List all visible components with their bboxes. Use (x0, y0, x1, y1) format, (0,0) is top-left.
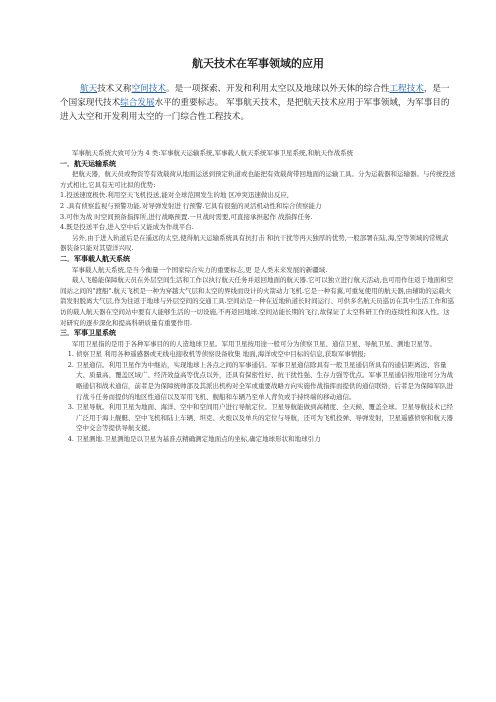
satellite-list (60, 349, 456, 444)
paragraph: 军事载人航天系统,是当今衡量一个国家综合实力的重要标志,更 是人类未来发展的新疆域. (72, 265, 328, 274)
paragraph: 把航天器，航天员或物资等有效载荷从地面运送到预定轨道或也能把有效载荷带回地面的运输工具。分为运载器和运输器。与传统投送方式相比,它具有无可比拟的优势: (60, 170, 456, 189)
section-heading-2: 二．军事载人航天系统 (60, 254, 130, 263)
document-body (60, 148, 456, 445)
link-comprehensive-dev[interactable]: 综合发展 (120, 98, 155, 108)
paragraph: 1.投送速度极快.利用空天飞机投送,能对全球范围发生的地 区冲突迅速做出反应, (60, 191, 289, 200)
section-heading-3: 三．军事卫星系统 (60, 329, 116, 338)
paragraph: 另外,由于进入轨道后是在遥远的太空,使得航天运输系统具有抗打击 和抗干扰等再天独厚的优势,一般部署在陆,海,空等领域的常规武 器装备只能对其望洋兴叹. (60, 233, 449, 253)
paragraph: 2 .具有侦察监视与预警功能.对导弹发射进 行预警.它具有很强的灵活机动性和综合侦察能力 (60, 201, 322, 210)
link-engineering-tech[interactable]: 工程技术 (389, 84, 424, 94)
lead-paragraph: 军事航天系统大致可分为 4 类:军事航天运输系统,军事载人航天系统军事卫星系统,和航天作战系统 (72, 149, 354, 157)
intro-paragraph: 航天技术又称空间技术。是一项探索、开发和利用太空以及地球以外天体的综合性工程技术，是一个国家现代技术综合发展水平的重要标志。 军事航天技术，是把航天技术应用于军事领域，为军事目的进入太空和开发利用太空的一门综合性工程技术。 (60, 84, 450, 122)
link-space-tech[interactable]: 空间技术 (131, 84, 166, 94)
paragraph: 载人飞船能保障航天员在外层空间生活和工作以执行航天任务并返回地面的航天器.它可以独立进行航天活动,也可用作往返于地面和空间站之间的"渡船".航天飞机是一种为穿越大气层和太空的界线而设计的火箭动力飞机.它是一种有翼,可重复使用的航天器,由辅助的运载火箭发射脱离大气层,作为往返于地球与外层空间的交通工具.空间站是一种在近地轨道长时间运行、可供多名航天员巡访在其中生活工作和巡访的载人航天器在空间站中要有人能够生活的一切设施,不再返回地球.空间站能长期的飞行,故保证了太空科研工作的连续性和深入性。这对研究的逐步深化和提高科研质量有重要作用. (60, 276, 455, 327)
list-item: 1. 侦察卫星 利用各种遥感器或无线电接收机等侦察设备收集 地面,海洋或空中目标的信息,获取军事情报; (76, 349, 456, 360)
list-item: 4. 卫星测地.卫星测地是以卫星为基准点精确测定地面点的坐标,确定地球形状和地球引力 (76, 434, 456, 445)
list-item: 3. 卫星导航。利用卫星为地面、海洋、空中和空间用户进行导航定位。卫星导航能做到高精度、全天候、覆盖全球。卫星导航技术已经广泛用于海上舰艇、空中飞机和陆上车辆、坦克、火炮以及单兵的定位与导航，还可为飞机投弹、导弹发射，卫星遥感侦察和航天器空中交会等提供导航支援。 (76, 402, 456, 434)
paragraph: 3.可作为战 时空间预备指挥所,进行战略预置.一旦战时需要,可直接承担起作 战指挥任务. (60, 212, 313, 221)
paragraph: 4.既是投送平台,进入空中后又能成为作战平台. (60, 223, 194, 232)
paragraph: 军用卫星指的是用于各种军事目的的人造地球卫星。军用卫星按用途一般可分为侦察卫星、通信卫星、导航卫星、测地卫星等。 (72, 339, 436, 348)
page-title: 航天技术在军事领域的应用 (192, 57, 324, 70)
section-heading-1: 一．航天运输系统 (60, 159, 116, 168)
list-item: 2. 卫星通信。利用卫星作为中继站，实现地球上各点之间的军事通信。军事卫星通信除具有一般卫星通信所具有的通信距离远、容量大、质量高、覆盖区域广、经济效益高等优点以外，还具有保密性好、抗干扰性强、生存力强等优点。军事卫星通信按用途可分为战略通信和战术通信，前者是为保障统帅部及其派出机构对全军或重要战略方向实施作战指挥而提供的通信联络，后者是为保障军队进行战斗任务而提供的地区性通信以及军用飞机、舰船和车辆乃至单人背负或手持终端的移动通信。 (76, 360, 456, 402)
link-aerospace[interactable]: 航天 (80, 84, 98, 94)
